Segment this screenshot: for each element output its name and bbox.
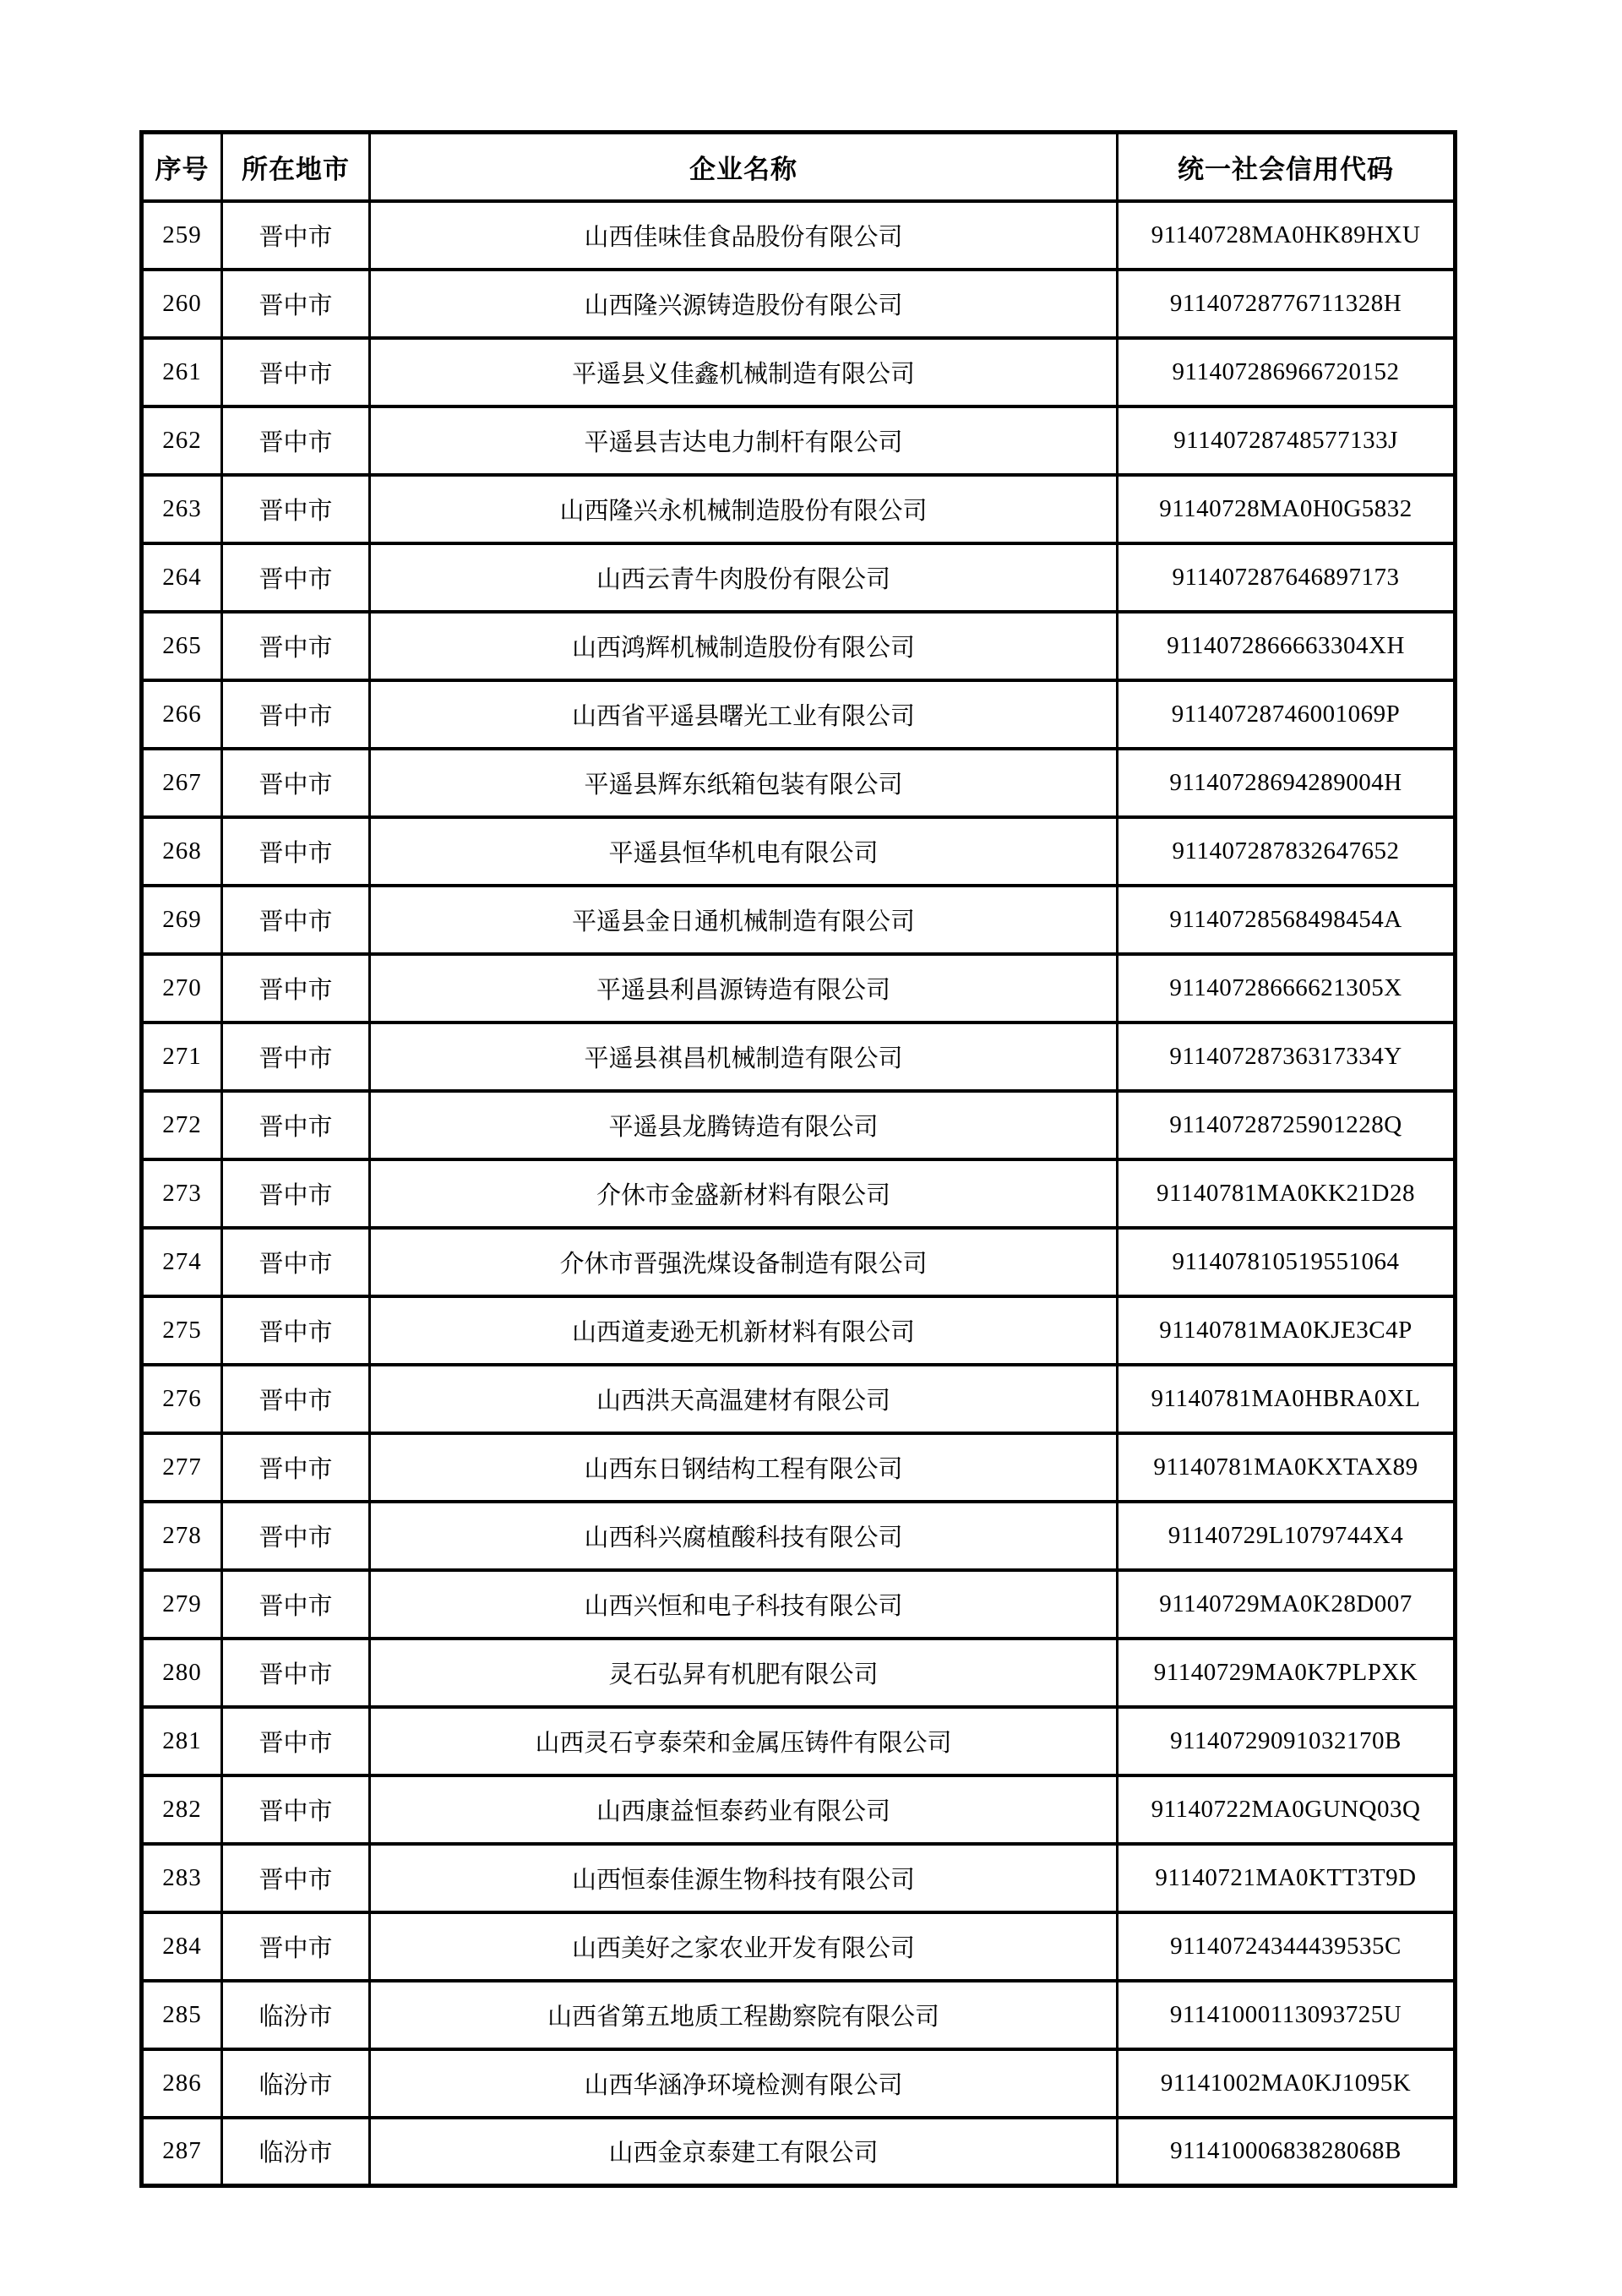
- row-code-cell: 91140781MA0KXTAX89: [1118, 1433, 1456, 1502]
- row-code-cell: 91140728568498454A: [1118, 886, 1456, 954]
- col-header-city: 所在地市: [222, 133, 370, 201]
- table-row: [142, 1091, 1456, 1159]
- row-code-cell: 91141000683828068B: [1118, 2118, 1456, 2186]
- row-company-cell: 平遥县吉达电力制杆有限公司: [370, 406, 1118, 475]
- table-row: [142, 1228, 1456, 1296]
- row-index-cell: 261: [142, 338, 222, 406]
- table-row: [142, 543, 1456, 612]
- row-index-cell: 275: [142, 1296, 222, 1365]
- row-city-cell: 晋中市: [222, 1091, 370, 1159]
- row-code-cell: 91140729L1079744X4: [1118, 1502, 1456, 1570]
- row-index-cell: 280: [142, 1639, 222, 1707]
- row-code-cell: 9114072866663304XH: [1118, 612, 1456, 680]
- row-city-cell: 临汾市: [222, 2049, 370, 2118]
- row-index-cell: 277: [142, 1433, 222, 1502]
- row-company-cell: 山西康益恒泰药业有限公司: [370, 1775, 1118, 1844]
- row-index-cell: 287: [142, 2118, 222, 2186]
- row-company-cell: 山西金京泰建工有限公司: [370, 2118, 1118, 2186]
- table-row: [142, 1639, 1456, 1707]
- row-company-cell: 平遥县义佳鑫机械制造有限公司: [370, 338, 1118, 406]
- table-row: [142, 270, 1456, 338]
- row-city-cell: 晋中市: [222, 475, 370, 543]
- row-index-cell: 272: [142, 1091, 222, 1159]
- row-city-cell: 晋中市: [222, 1228, 370, 1296]
- row-company-cell: 山西兴恒和电子科技有限公司: [370, 1570, 1118, 1639]
- table-row: [142, 1912, 1456, 1981]
- row-city-cell: 晋中市: [222, 270, 370, 338]
- row-company-cell: 山西美好之家农业开发有限公司: [370, 1912, 1118, 1981]
- row-code-cell: 91140721MA0KTT3T9D: [1118, 1844, 1456, 1912]
- row-company-cell: 山西云青牛肉股份有限公司: [370, 543, 1118, 612]
- row-company-cell: 山西华涵净环境检测有限公司: [370, 2049, 1118, 2118]
- row-company-cell: 山西隆兴源铸造股份有限公司: [370, 270, 1118, 338]
- table-row: [142, 1981, 1456, 2049]
- table-row: [142, 1502, 1456, 1570]
- table-row: [142, 338, 1456, 406]
- row-city-cell: 晋中市: [222, 201, 370, 270]
- row-code-cell: 91140781MA0KK21D28: [1118, 1159, 1456, 1228]
- table-row: [142, 1159, 1456, 1228]
- table-row: [142, 612, 1456, 680]
- row-code-cell: 91140722MA0GUNQ03Q: [1118, 1775, 1456, 1844]
- row-code-cell: 91140781MA0HBRA0XL: [1118, 1365, 1456, 1433]
- row-company-cell: 山西灵石亨泰荣和金属压铸件有限公司: [370, 1707, 1118, 1775]
- row-city-cell: 晋中市: [222, 1570, 370, 1639]
- header-row: [142, 133, 1456, 201]
- row-index-cell: 283: [142, 1844, 222, 1912]
- row-company-cell: 平遥县龙腾铸造有限公司: [370, 1091, 1118, 1159]
- table-row: [142, 201, 1456, 270]
- row-company-cell: 平遥县辉东纸箱包装有限公司: [370, 749, 1118, 817]
- row-code-cell: 91140728MA0HK89HXU: [1118, 201, 1456, 270]
- row-index-cell: 273: [142, 1159, 222, 1228]
- table-row: [142, 1023, 1456, 1091]
- row-index-cell: 264: [142, 543, 222, 612]
- row-city-cell: 晋中市: [222, 680, 370, 749]
- row-company-cell: 平遥县祺昌机械制造有限公司: [370, 1023, 1118, 1091]
- row-city-cell: 晋中市: [222, 1159, 370, 1228]
- row-index-cell: 279: [142, 1570, 222, 1639]
- table-row: [142, 475, 1456, 543]
- row-index-cell: 269: [142, 886, 222, 954]
- row-index-cell: 285: [142, 1981, 222, 2049]
- row-company-cell: 介休市晋强洗煤设备制造有限公司: [370, 1228, 1118, 1296]
- row-code-cell: 91140729MA0K7PLPXK: [1118, 1639, 1456, 1707]
- row-code-cell: 91140729091032170B: [1118, 1707, 1456, 1775]
- row-index-cell: 281: [142, 1707, 222, 1775]
- row-city-cell: 晋中市: [222, 1296, 370, 1365]
- row-code-cell: 91140724344439535C: [1118, 1912, 1456, 1981]
- table-row: [142, 749, 1456, 817]
- row-city-cell: 晋中市: [222, 1365, 370, 1433]
- row-code-cell: 911407286966720152: [1118, 338, 1456, 406]
- table-row: [142, 2049, 1456, 2118]
- row-company-cell: 山西省第五地质工程勘察院有限公司: [370, 1981, 1118, 2049]
- row-city-cell: 晋中市: [222, 1775, 370, 1844]
- row-index-cell: 276: [142, 1365, 222, 1433]
- row-index-cell: 268: [142, 817, 222, 886]
- row-city-cell: 晋中市: [222, 954, 370, 1023]
- row-code-cell: 91140728725901228Q: [1118, 1091, 1456, 1159]
- row-index-cell: 262: [142, 406, 222, 475]
- row-code-cell: 91140728736317334Y: [1118, 1023, 1456, 1091]
- row-city-cell: 晋中市: [222, 1912, 370, 1981]
- row-index-cell: 271: [142, 1023, 222, 1091]
- table-row: [142, 1844, 1456, 1912]
- row-company-cell: 山西省平遥县曙光工业有限公司: [370, 680, 1118, 749]
- row-company-cell: 山西鸿辉机械制造股份有限公司: [370, 612, 1118, 680]
- row-company-cell: 山西道麦逊无机新材料有限公司: [370, 1296, 1118, 1365]
- table-row: [142, 1570, 1456, 1639]
- row-code-cell: 91140728694289004H: [1118, 749, 1456, 817]
- row-index-cell: 282: [142, 1775, 222, 1844]
- table-body: [142, 201, 1456, 2186]
- row-index-cell: 265: [142, 612, 222, 680]
- row-code-cell: 91140781MA0KJE3C4P: [1118, 1296, 1456, 1365]
- company-table: [139, 130, 1457, 2188]
- row-code-cell: 91140729MA0K28D007: [1118, 1570, 1456, 1639]
- table-row: [142, 886, 1456, 954]
- row-company-cell: 平遥县恒华机电有限公司: [370, 817, 1118, 886]
- row-company-cell: 山西隆兴永机械制造股份有限公司: [370, 475, 1118, 543]
- row-index-cell: 260: [142, 270, 222, 338]
- row-code-cell: 91140728746001069P: [1118, 680, 1456, 749]
- row-company-cell: 山西佳味佳食品股份有限公司: [370, 201, 1118, 270]
- col-header-company: 企业名称: [370, 133, 1118, 201]
- row-city-cell: 晋中市: [222, 1639, 370, 1707]
- col-header-no: 序号: [142, 133, 222, 201]
- row-index-cell: 278: [142, 1502, 222, 1570]
- table-row: [142, 1775, 1456, 1844]
- table-row: [142, 2118, 1456, 2186]
- row-company-cell: 山西东日钢结构工程有限公司: [370, 1433, 1118, 1502]
- row-company-cell: 山西科兴腐植酸科技有限公司: [370, 1502, 1118, 1570]
- row-company-cell: 山西恒泰佳源生物科技有限公司: [370, 1844, 1118, 1912]
- row-city-cell: 晋中市: [222, 1433, 370, 1502]
- row-company-cell: 介休市金盛新材料有限公司: [370, 1159, 1118, 1228]
- row-city-cell: 临汾市: [222, 1981, 370, 2049]
- row-city-cell: 晋中市: [222, 612, 370, 680]
- row-code-cell: 911407287832647652: [1118, 817, 1456, 886]
- table-row: [142, 1296, 1456, 1365]
- row-city-cell: 晋中市: [222, 1023, 370, 1091]
- row-company-cell: 平遥县利昌源铸造有限公司: [370, 954, 1118, 1023]
- table-row: [142, 680, 1456, 749]
- row-code-cell: 91140728776711328H: [1118, 270, 1456, 338]
- row-code-cell: 91141000113093725U: [1118, 1981, 1456, 2049]
- row-city-cell: 晋中市: [222, 1502, 370, 1570]
- row-city-cell: 临汾市: [222, 2118, 370, 2186]
- row-city-cell: 晋中市: [222, 1707, 370, 1775]
- col-header-code: 统一社会信用代码: [1118, 133, 1456, 201]
- row-city-cell: 晋中市: [222, 749, 370, 817]
- row-code-cell: 91140728748577133J: [1118, 406, 1456, 475]
- row-city-cell: 晋中市: [222, 338, 370, 406]
- table-row: [142, 406, 1456, 475]
- table-row: [142, 817, 1456, 886]
- row-index-cell: 259: [142, 201, 222, 270]
- row-company-cell: 山西洪天高温建材有限公司: [370, 1365, 1118, 1433]
- row-city-cell: 晋中市: [222, 406, 370, 475]
- row-city-cell: 晋中市: [222, 886, 370, 954]
- row-city-cell: 晋中市: [222, 543, 370, 612]
- row-company-cell: 平遥县金日通机械制造有限公司: [370, 886, 1118, 954]
- table-row: [142, 954, 1456, 1023]
- table-row: [142, 1433, 1456, 1502]
- row-city-cell: 晋中市: [222, 817, 370, 886]
- row-index-cell: 270: [142, 954, 222, 1023]
- row-index-cell: 266: [142, 680, 222, 749]
- row-index-cell: 263: [142, 475, 222, 543]
- row-index-cell: 286: [142, 2049, 222, 2118]
- row-company-cell: 灵石弘昇有机肥有限公司: [370, 1639, 1118, 1707]
- row-code-cell: 911407287646897173: [1118, 543, 1456, 612]
- row-code-cell: 91140728666621305X: [1118, 954, 1456, 1023]
- table-row: [142, 1365, 1456, 1433]
- row-code-cell: 91140728MA0H0G5832: [1118, 475, 1456, 543]
- table-row: [142, 1707, 1456, 1775]
- row-index-cell: 274: [142, 1228, 222, 1296]
- row-code-cell: 91141002MA0KJ1095K: [1118, 2049, 1456, 2118]
- row-index-cell: 284: [142, 1912, 222, 1981]
- row-code-cell: 911407810519551064: [1118, 1228, 1456, 1296]
- row-city-cell: 晋中市: [222, 1844, 370, 1912]
- row-index-cell: 267: [142, 749, 222, 817]
